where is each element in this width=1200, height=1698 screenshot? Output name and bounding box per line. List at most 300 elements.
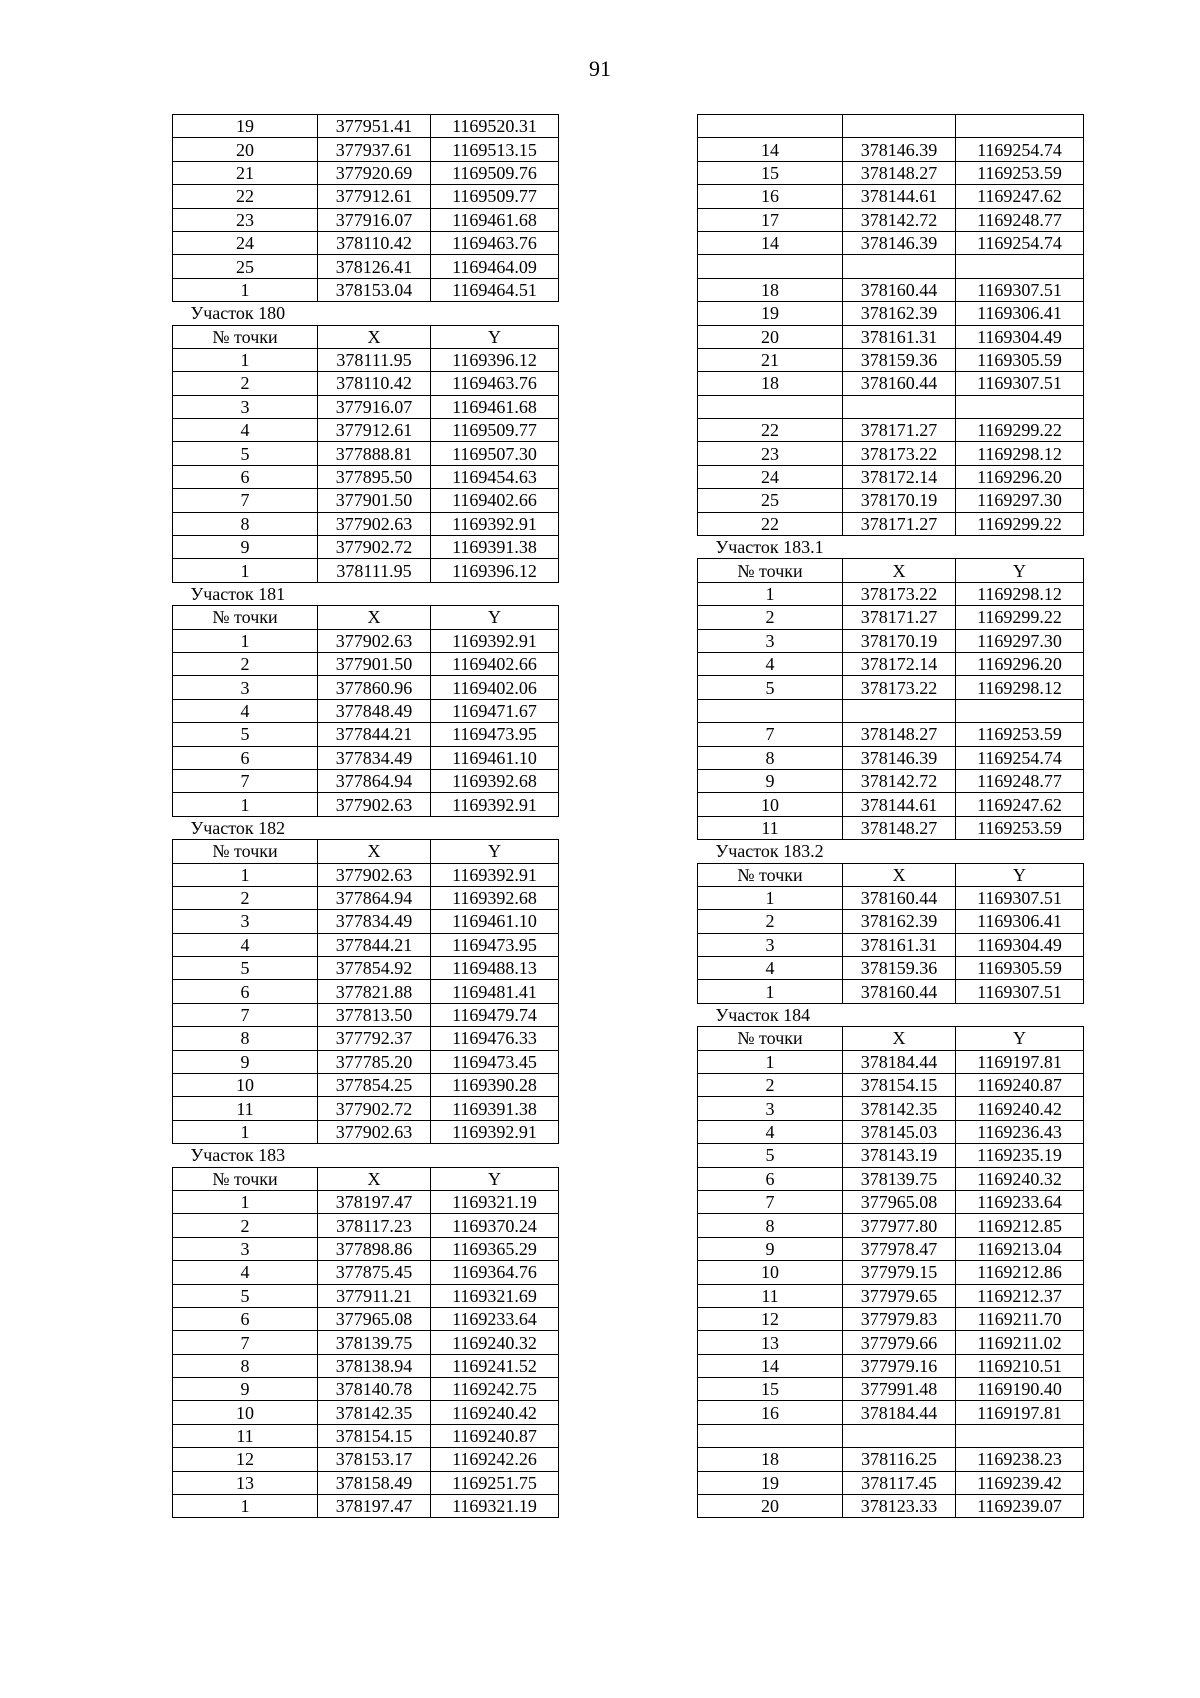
x-coordinate-cell: 377902.63 [318, 863, 431, 886]
y-coordinate-cell: 1169253.59 [956, 161, 1084, 184]
header-point-number: № точки [698, 863, 843, 886]
point-number-cell: 23 [173, 208, 318, 231]
point-number-cell: 7 [698, 1190, 843, 1213]
point-number-cell: 4 [173, 1261, 318, 1284]
x-coordinate-cell: 377844.21 [318, 933, 431, 956]
table-row [698, 419, 1084, 442]
point-number-cell: 4 [698, 1120, 843, 1143]
y-coordinate-cell: 1169240.87 [431, 1424, 559, 1447]
y-coordinate-cell: 1169392.91 [431, 863, 559, 886]
table-row [173, 489, 559, 512]
y-coordinate-cell: 1169488.13 [431, 957, 559, 980]
table-row [698, 1354, 1084, 1377]
x-coordinate-cell: 378170.19 [843, 489, 956, 512]
table-row [698, 465, 1084, 488]
point-number-cell: 14 [698, 231, 843, 254]
table-row [698, 395, 1084, 418]
table-row [173, 652, 559, 675]
table-row [698, 746, 1084, 769]
point-number-cell: 7 [173, 769, 318, 792]
section-title: Участок 180 [190, 303, 286, 324]
table-row [173, 419, 559, 442]
point-number-cell: 19 [698, 302, 843, 325]
x-coordinate-cell: 377902.63 [318, 512, 431, 535]
x-coordinate-cell: 378148.27 [843, 816, 956, 839]
x-coordinate-cell: 377792.37 [318, 1027, 431, 1050]
header-x: X [318, 325, 431, 348]
y-coordinate-cell: 1169254.74 [956, 138, 1084, 161]
y-coordinate-cell: 1169507.30 [431, 442, 559, 465]
y-coordinate-cell: 1169364.76 [431, 1261, 559, 1284]
point-number-cell: 5 [698, 1144, 843, 1167]
header-x: X [843, 1027, 956, 1050]
point-number-cell: 18 [698, 372, 843, 395]
y-coordinate-cell: 1169248.77 [956, 208, 1084, 231]
y-coordinate-cell: 1169247.62 [956, 793, 1084, 816]
table-row [173, 676, 559, 699]
table-row [173, 442, 559, 465]
table-row [698, 629, 1084, 652]
table-row [173, 910, 559, 933]
point-number-cell: 8 [698, 1214, 843, 1237]
x-coordinate-cell: 378111.95 [318, 559, 431, 582]
table-row [173, 1214, 559, 1237]
point-number-cell: 13 [698, 1331, 843, 1354]
x-coordinate-cell: 378171.27 [843, 419, 956, 442]
point-number-cell: 9 [698, 1237, 843, 1260]
section-title-row [173, 1144, 559, 1167]
y-coordinate-cell: 1169321.69 [431, 1284, 559, 1307]
x-coordinate-cell: 377937.61 [318, 138, 431, 161]
x-coordinate-cell: 378110.42 [318, 231, 431, 254]
y-coordinate-cell: 1169307.51 [956, 372, 1084, 395]
table-row [173, 980, 559, 1003]
header-point-number: № точки [698, 1027, 843, 1050]
y-coordinate-cell: 1169476.33 [431, 1027, 559, 1050]
x-coordinate-cell: 378138.94 [318, 1354, 431, 1377]
y-coordinate-cell: 1169307.51 [956, 886, 1084, 909]
y-coordinate-cell: 1169391.38 [431, 1097, 559, 1120]
x-coordinate-cell: 377854.92 [318, 957, 431, 980]
y-coordinate-cell: 1169298.12 [956, 582, 1084, 605]
table-row [173, 886, 559, 909]
y-coordinate-cell: 1169212.37 [956, 1284, 1084, 1307]
point-number-cell: 7 [698, 723, 843, 746]
point-number-cell: 3 [173, 1237, 318, 1260]
point-number-cell [698, 699, 843, 722]
x-coordinate-cell: 378171.27 [843, 606, 956, 629]
table-row [173, 278, 559, 301]
x-coordinate-cell: 378153.04 [318, 278, 431, 301]
x-coordinate-cell: 378197.47 [318, 1190, 431, 1213]
x-coordinate-cell: 377864.94 [318, 769, 431, 792]
table-row [698, 1378, 1084, 1401]
table-header-row [173, 325, 559, 348]
table-row [173, 769, 559, 792]
table-row [698, 372, 1084, 395]
point-number-cell: 19 [173, 115, 318, 138]
x-coordinate-cell: 378123.33 [843, 1495, 956, 1518]
header-point-number: № точки [173, 1167, 318, 1190]
point-number-cell: 15 [698, 1378, 843, 1401]
x-coordinate-cell: 378145.03 [843, 1120, 956, 1143]
x-coordinate-cell: 377888.81 [318, 442, 431, 465]
y-coordinate-cell: 1169240.42 [956, 1097, 1084, 1120]
y-coordinate-cell: 1169307.51 [956, 980, 1084, 1003]
point-number-cell: 6 [173, 1307, 318, 1330]
y-coordinate-cell: 1169253.59 [956, 723, 1084, 746]
point-number-cell: 1 [173, 863, 318, 886]
point-number-cell: 1 [173, 278, 318, 301]
y-coordinate-cell: 1169299.22 [956, 512, 1084, 535]
x-coordinate-cell: 378162.39 [843, 302, 956, 325]
point-number-cell: 1 [698, 582, 843, 605]
table-header-row [698, 1027, 1084, 1050]
y-coordinate-cell: 1169481.41 [431, 980, 559, 1003]
table-row [698, 980, 1084, 1003]
x-coordinate-cell: 378116.25 [843, 1448, 956, 1471]
y-coordinate-cell: 1169242.75 [431, 1378, 559, 1401]
table-row [698, 231, 1084, 254]
y-coordinate-cell: 1169461.10 [431, 746, 559, 769]
table-row [698, 1190, 1084, 1213]
x-coordinate-cell: 378142.35 [843, 1097, 956, 1120]
table-row [173, 933, 559, 956]
y-coordinate-cell: 1169471.67 [431, 699, 559, 722]
y-coordinate-cell: 1169197.81 [956, 1050, 1084, 1073]
point-number-cell: 1 [173, 348, 318, 371]
y-coordinate-cell: 1169253.59 [956, 816, 1084, 839]
x-coordinate-cell: 378184.44 [843, 1401, 956, 1424]
section-title-row [698, 536, 1084, 559]
x-coordinate-cell: 378160.44 [843, 278, 956, 301]
y-coordinate-cell: 1169391.38 [431, 536, 559, 559]
x-coordinate-cell: 378172.14 [843, 652, 956, 675]
y-coordinate-cell: 1169513.15 [431, 138, 559, 161]
x-coordinate-cell: 378154.15 [318, 1424, 431, 1447]
table-row [698, 489, 1084, 512]
point-number-cell: 9 [173, 1378, 318, 1401]
x-coordinate-cell: 377898.86 [318, 1237, 431, 1260]
point-number-cell: 2 [173, 372, 318, 395]
x-coordinate-cell: 377901.50 [318, 489, 431, 512]
y-coordinate-cell: 1169242.26 [431, 1448, 559, 1471]
y-coordinate-cell: 1169298.12 [956, 676, 1084, 699]
x-coordinate-cell: 378146.39 [843, 231, 956, 254]
header-point-number: № точки [173, 840, 318, 863]
point-number-cell: 7 [173, 1003, 318, 1026]
x-coordinate-cell: 377785.20 [318, 1050, 431, 1073]
table-row [173, 723, 559, 746]
table-row [173, 185, 559, 208]
point-number-cell: 7 [173, 489, 318, 512]
point-number-cell: 12 [698, 1307, 843, 1330]
table-row [698, 1237, 1084, 1260]
table-row [173, 863, 559, 886]
point-number-cell: 19 [698, 1471, 843, 1494]
table-row [173, 1354, 559, 1377]
section-title-row [173, 816, 559, 839]
point-number-cell: 5 [173, 723, 318, 746]
x-coordinate-cell: 377912.61 [318, 419, 431, 442]
x-coordinate-cell: 377901.50 [318, 652, 431, 675]
table-row [698, 512, 1084, 535]
table-row [173, 161, 559, 184]
x-coordinate-cell: 378161.31 [843, 325, 956, 348]
section-title-row [173, 302, 559, 325]
point-number-cell: 16 [698, 1401, 843, 1424]
x-coordinate-cell: 377911.21 [318, 1284, 431, 1307]
table-row [173, 957, 559, 980]
y-coordinate-cell: 1169190.40 [956, 1378, 1084, 1401]
y-coordinate-cell: 1169321.19 [431, 1190, 559, 1213]
table-row [698, 933, 1084, 956]
y-coordinate-cell: 1169509.77 [431, 419, 559, 442]
y-coordinate-cell: 1169299.22 [956, 419, 1084, 442]
header-y: Y [956, 863, 1084, 886]
y-coordinate-cell: 1169392.91 [431, 512, 559, 535]
table-row [173, 231, 559, 254]
x-coordinate-cell: 377979.65 [843, 1284, 956, 1307]
table-row [698, 1167, 1084, 1190]
point-number-cell: 8 [173, 512, 318, 535]
section-title: Участок 182 [190, 817, 286, 838]
point-number-cell [698, 115, 843, 138]
x-coordinate-cell: 377902.72 [318, 1097, 431, 1120]
table-row [698, 957, 1084, 980]
point-number-cell: 5 [173, 442, 318, 465]
header-x: X [318, 606, 431, 629]
y-coordinate-cell [956, 699, 1084, 722]
y-coordinate-cell: 1169396.12 [431, 559, 559, 582]
y-coordinate-cell [956, 115, 1084, 138]
table-row [698, 606, 1084, 629]
y-coordinate-cell: 1169464.09 [431, 255, 559, 278]
x-coordinate-cell: 378172.14 [843, 465, 956, 488]
point-number-cell: 21 [698, 348, 843, 371]
x-coordinate-cell: 378146.39 [843, 138, 956, 161]
point-number-cell: 16 [698, 185, 843, 208]
y-coordinate-cell: 1169296.20 [956, 652, 1084, 675]
table-row [173, 115, 559, 138]
point-number-cell: 18 [698, 278, 843, 301]
point-number-cell: 14 [698, 138, 843, 161]
table-row [173, 1097, 559, 1120]
x-coordinate-cell: 378148.27 [843, 161, 956, 184]
point-number-cell: 11 [698, 816, 843, 839]
y-coordinate-cell: 1169254.74 [956, 231, 1084, 254]
table-row [173, 372, 559, 395]
y-coordinate-cell: 1169473.45 [431, 1050, 559, 1073]
header-y: Y [956, 1027, 1084, 1050]
point-number-cell: 25 [698, 489, 843, 512]
section-title: Участок 181 [190, 584, 286, 604]
table-row [173, 1424, 559, 1447]
y-coordinate-cell [956, 395, 1084, 418]
point-number-cell: 10 [173, 1401, 318, 1424]
table-row [173, 1237, 559, 1260]
table-row [173, 395, 559, 418]
y-coordinate-cell: 1169370.24 [431, 1214, 559, 1237]
y-coordinate-cell: 1169473.95 [431, 933, 559, 956]
y-coordinate-cell: 1169297.30 [956, 629, 1084, 652]
y-coordinate-cell [956, 1424, 1084, 1447]
point-number-cell: 11 [173, 1097, 318, 1120]
table-header-row [173, 1167, 559, 1190]
point-number-cell: 4 [173, 699, 318, 722]
page-number: 91 [589, 56, 611, 81]
table-row [173, 208, 559, 231]
x-coordinate-cell: 378139.75 [318, 1331, 431, 1354]
point-number-cell: 2 [173, 886, 318, 909]
table-row [173, 255, 559, 278]
table-row [698, 1495, 1084, 1518]
x-coordinate-cell: 377965.08 [843, 1190, 956, 1213]
x-coordinate-cell [843, 115, 956, 138]
table-row [173, 699, 559, 722]
y-coordinate-cell: 1169306.41 [956, 302, 1084, 325]
table-row [173, 746, 559, 769]
point-number-cell: 25 [173, 255, 318, 278]
x-coordinate-cell: 377979.16 [843, 1354, 956, 1377]
x-coordinate-cell: 377977.80 [843, 1214, 956, 1237]
table-row [173, 1120, 559, 1143]
y-coordinate-cell: 1169454.63 [431, 465, 559, 488]
y-coordinate-cell: 1169321.19 [431, 1495, 559, 1518]
y-coordinate-cell: 1169520.31 [431, 115, 559, 138]
y-coordinate-cell: 1169239.42 [956, 1471, 1084, 1494]
x-coordinate-cell: 378159.36 [843, 348, 956, 371]
x-coordinate-cell: 378197.47 [318, 1495, 431, 1518]
table-row [173, 1471, 559, 1494]
table-row [173, 536, 559, 559]
x-coordinate-cell: 377834.49 [318, 910, 431, 933]
x-coordinate-cell: 377902.63 [318, 629, 431, 652]
table-row [173, 1050, 559, 1073]
x-coordinate-cell: 377895.50 [318, 465, 431, 488]
y-coordinate-cell: 1169307.51 [956, 278, 1084, 301]
x-coordinate-cell: 378154.15 [843, 1074, 956, 1097]
point-number-cell: 5 [698, 676, 843, 699]
point-number-cell: 2 [698, 1074, 843, 1097]
point-number-cell: 2 [698, 606, 843, 629]
y-coordinate-cell: 1169402.66 [431, 652, 559, 675]
table-row [698, 1331, 1084, 1354]
y-coordinate-cell: 1169365.29 [431, 1237, 559, 1260]
point-number-cell: 6 [173, 980, 318, 1003]
point-number-cell: 1 [173, 1120, 318, 1143]
table-row [698, 652, 1084, 675]
table-row [173, 138, 559, 161]
x-coordinate-cell: 378142.35 [318, 1401, 431, 1424]
point-number-cell: 1 [698, 980, 843, 1003]
x-coordinate-cell: 377916.07 [318, 208, 431, 231]
table-row [698, 676, 1084, 699]
table-row [173, 1495, 559, 1518]
table-row [698, 1120, 1084, 1143]
table-row [173, 1284, 559, 1307]
point-number-cell: 1 [173, 1190, 318, 1213]
point-number-cell: 18 [698, 1448, 843, 1471]
point-number-cell: 4 [173, 419, 318, 442]
point-number-cell: 22 [698, 512, 843, 535]
point-number-cell: 24 [173, 231, 318, 254]
point-number-cell: 7 [173, 1331, 318, 1354]
y-coordinate-cell: 1169463.76 [431, 372, 559, 395]
table-row [698, 1307, 1084, 1330]
point-number-cell: 10 [173, 1074, 318, 1097]
table-row [698, 1074, 1084, 1097]
y-coordinate-cell: 1169396.12 [431, 348, 559, 371]
table-header-row [173, 606, 559, 629]
x-coordinate-cell: 377844.21 [318, 723, 431, 746]
table-row [698, 1050, 1084, 1073]
point-number-cell: 8 [173, 1027, 318, 1050]
y-coordinate-cell: 1169248.77 [956, 769, 1084, 792]
table-row [698, 793, 1084, 816]
y-coordinate-cell: 1169461.10 [431, 910, 559, 933]
table-row [698, 1471, 1084, 1494]
point-number-cell: 20 [173, 138, 318, 161]
x-coordinate-cell: 377813.50 [318, 1003, 431, 1026]
section-title-row [173, 582, 559, 605]
y-coordinate-cell: 1169392.68 [431, 769, 559, 792]
y-coordinate-cell: 1169211.02 [956, 1331, 1084, 1354]
header-point-number: № точки [698, 559, 843, 582]
y-coordinate-cell: 1169461.68 [431, 208, 559, 231]
point-number-cell: 11 [698, 1284, 843, 1307]
table-row [173, 1378, 559, 1401]
point-number-cell: 21 [173, 161, 318, 184]
x-coordinate-cell [843, 395, 956, 418]
x-coordinate-cell: 378143.19 [843, 1144, 956, 1167]
y-coordinate-cell: 1169233.64 [956, 1190, 1084, 1213]
x-coordinate-cell: 377979.15 [843, 1261, 956, 1284]
x-coordinate-cell: 378173.22 [843, 442, 956, 465]
y-coordinate-cell: 1169235.19 [956, 1144, 1084, 1167]
table-header-row [173, 840, 559, 863]
x-coordinate-cell: 377912.61 [318, 185, 431, 208]
table-row [698, 816, 1084, 839]
header-y: Y [431, 606, 559, 629]
point-number-cell: 3 [698, 629, 843, 652]
y-coordinate-cell: 1169239.07 [956, 1495, 1084, 1518]
header-y: Y [431, 325, 559, 348]
y-coordinate-cell: 1169304.49 [956, 325, 1084, 348]
point-number-cell: 12 [173, 1448, 318, 1471]
y-coordinate-cell: 1169212.86 [956, 1261, 1084, 1284]
section-title: Участок 183 [190, 1145, 286, 1166]
x-coordinate-cell: 378117.45 [843, 1471, 956, 1494]
y-coordinate-cell [956, 255, 1084, 278]
x-coordinate-cell: 377979.66 [843, 1331, 956, 1354]
y-coordinate-cell: 1169402.66 [431, 489, 559, 512]
point-number-cell: 23 [698, 442, 843, 465]
table-row [698, 348, 1084, 371]
point-number-cell: 5 [173, 957, 318, 980]
point-number-cell: 1 [173, 793, 318, 816]
table-row [698, 723, 1084, 746]
x-coordinate-cell: 377902.72 [318, 536, 431, 559]
y-coordinate-cell: 1169392.91 [431, 793, 559, 816]
header-y: Y [431, 840, 559, 863]
table-row [698, 1401, 1084, 1424]
x-coordinate-cell: 378162.39 [843, 910, 956, 933]
x-coordinate-cell: 377875.45 [318, 1261, 431, 1284]
table-row [698, 1261, 1084, 1284]
x-coordinate-cell: 377854.25 [318, 1074, 431, 1097]
point-number-cell: 11 [173, 1424, 318, 1447]
